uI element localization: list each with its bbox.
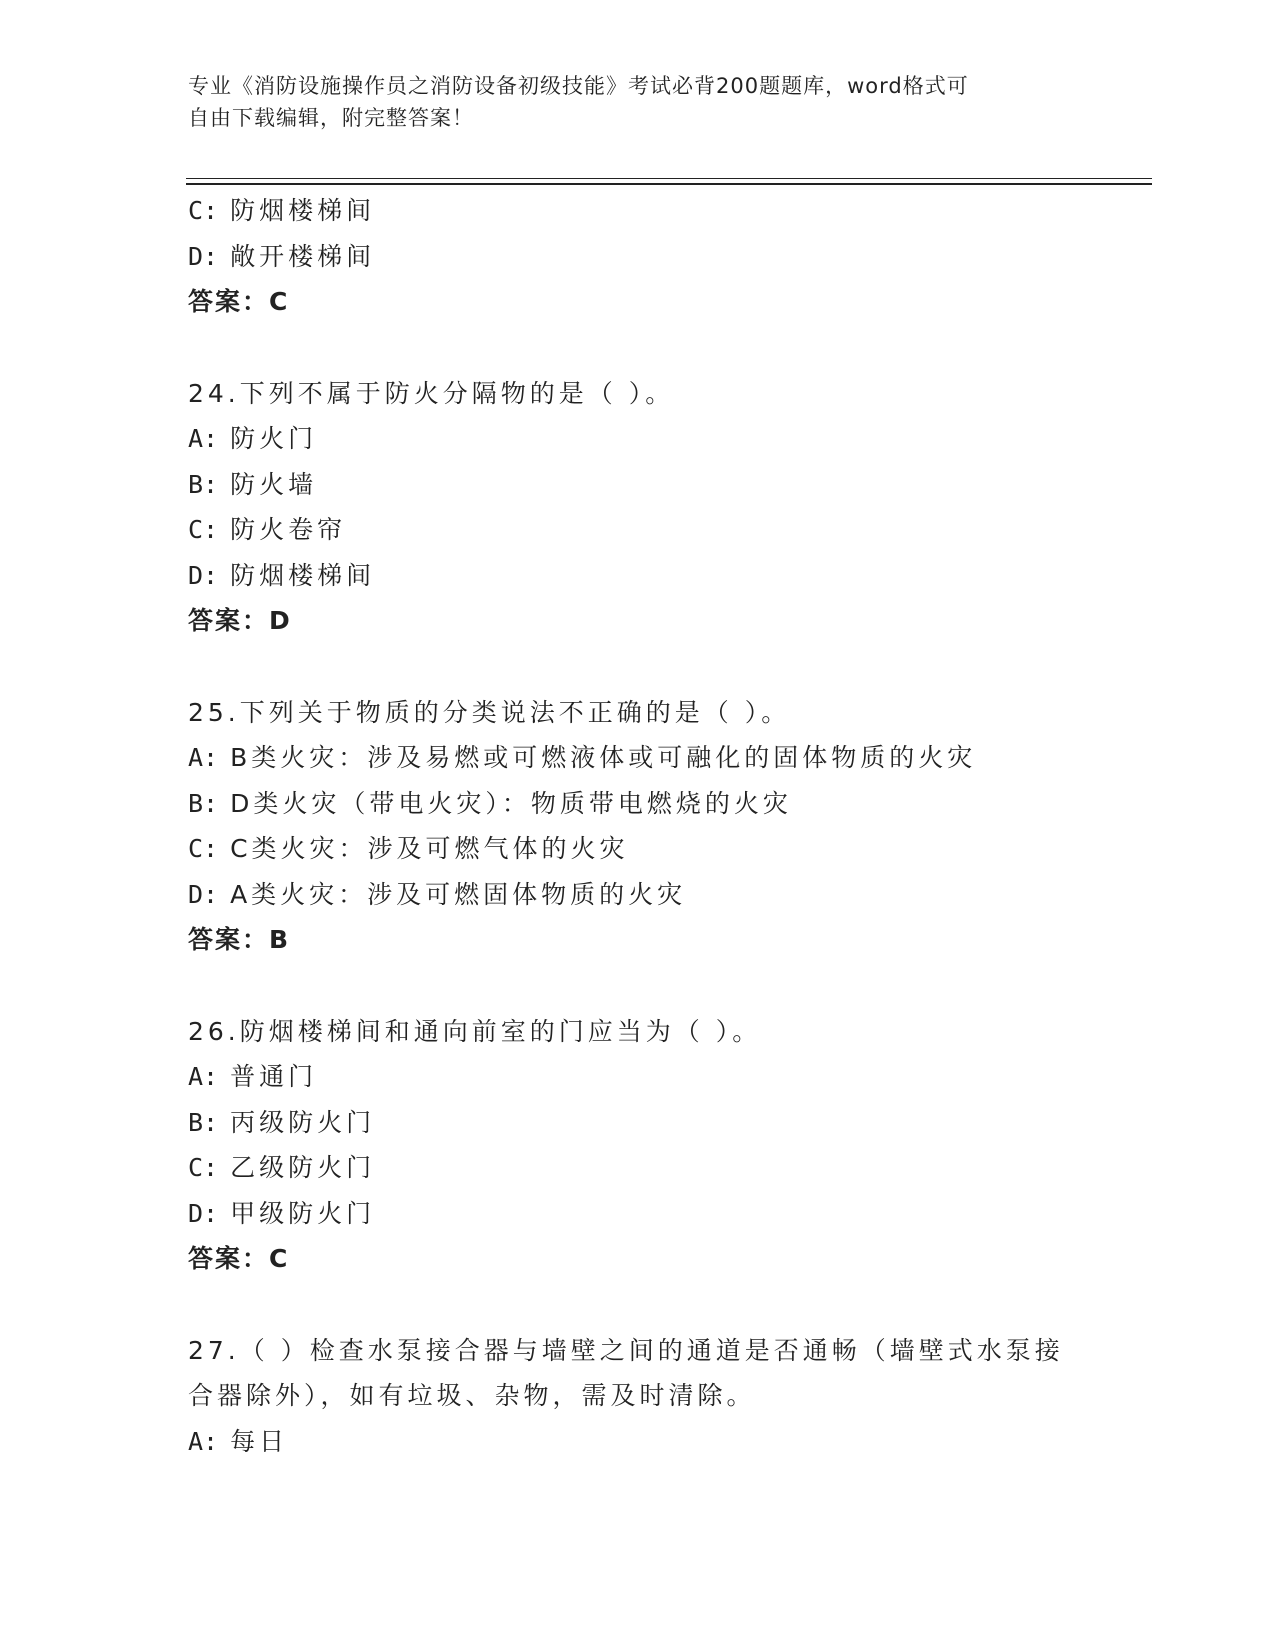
option-text: 敞开楼梯间: [230, 241, 376, 271]
option-d: [188, 1191, 1088, 1237]
option-text: 丙级防火门: [230, 1107, 376, 1137]
option-c: [188, 507, 1088, 553]
option-b: [188, 1100, 1088, 1146]
question-24: [188, 371, 1088, 644]
option-text: 防火墙: [230, 469, 318, 499]
option-key: C:: [188, 515, 219, 544]
option-key: A:: [188, 1062, 219, 1091]
option-key: A:: [188, 1426, 219, 1456]
question-25: [188, 690, 1088, 963]
header-divider-thin: [186, 178, 1152, 179]
option-b: [188, 462, 1088, 508]
option-text: B类火灾：涉及易燃或可燃液体或可融化的固体物质的火灾: [230, 743, 977, 772]
question-stem: 24.下列不属于防火分隔物的是（ ）。: [188, 378, 675, 408]
option-key: D:: [188, 241, 219, 271]
option-key: C:: [188, 196, 219, 225]
option-text: 防火卷帘: [230, 515, 347, 544]
option-text: A类火灾：涉及可燃固体物质的火灾: [230, 879, 687, 909]
question-stem-line-1: 27.（ ）检查水泵接合器与墙壁之间的通道是否通畅（墙壁式水泵接: [188, 1335, 1064, 1365]
option-a: [188, 735, 1088, 781]
option-key: C:: [188, 1153, 219, 1182]
option-text: C类火灾：涉及可燃气体的火灾: [230, 834, 629, 863]
header-title-line-2: 自由下载编辑，附完整答案！: [188, 106, 474, 130]
option-text: D类火灾（带电火灾）：物质带电燃烧的火灾: [230, 788, 792, 818]
option-d: [188, 553, 1088, 599]
option-text: 每日: [230, 1426, 289, 1456]
option-text: 防烟楼梯间: [230, 560, 376, 590]
option-a: [188, 1054, 1088, 1100]
answer-line: 答案：B: [188, 925, 291, 954]
question-26: [188, 1009, 1088, 1282]
option-key: B:: [188, 1107, 219, 1137]
option-key: D:: [188, 879, 219, 909]
question-stem: 26.防烟楼梯间和通向前室的门应当为（ ）。: [188, 1016, 762, 1046]
question-list: [188, 188, 1088, 1464]
option-d: [188, 234, 1088, 280]
option-text: 普通门: [230, 1062, 318, 1091]
option-text: 乙级防火门: [230, 1153, 376, 1182]
option-c: [188, 1145, 1088, 1191]
option-c: [188, 188, 1088, 234]
answer-line: 答案：C: [188, 1244, 290, 1273]
option-key: D:: [188, 560, 219, 590]
option-key: B:: [188, 469, 219, 499]
option-key: A:: [188, 424, 219, 453]
question-23-continuation: [188, 188, 1088, 325]
option-a: [188, 416, 1088, 462]
option-c: [188, 826, 1088, 872]
option-text: 防烟楼梯间: [230, 196, 376, 225]
option-key: C:: [188, 834, 219, 863]
option-key: D:: [188, 1198, 219, 1228]
option-key: A:: [188, 743, 219, 772]
answer-line: 答案：D: [188, 606, 292, 635]
option-key: B:: [188, 788, 219, 818]
option-a: [188, 1419, 1088, 1465]
header-title-line-1: 专业《消防设施操作员之消防设备初级技能》考试必背200题题库，word格式可: [188, 74, 969, 98]
option-d: [188, 872, 1088, 918]
question-stem: 25.下列关于物质的分类说法不正确的是（ ）。: [188, 697, 791, 727]
header-divider-thick: [186, 183, 1152, 185]
question-stem-line-2: 合器除外），如有垃圾、杂物，需及时清除。: [188, 1381, 756, 1410]
answer-line: 答案：C: [188, 287, 290, 316]
option-text: 甲级防火门: [230, 1198, 376, 1228]
question-27: [188, 1328, 1088, 1465]
document-header: [188, 70, 1088, 134]
option-text: 防火门: [230, 424, 318, 453]
option-b: [188, 781, 1088, 827]
